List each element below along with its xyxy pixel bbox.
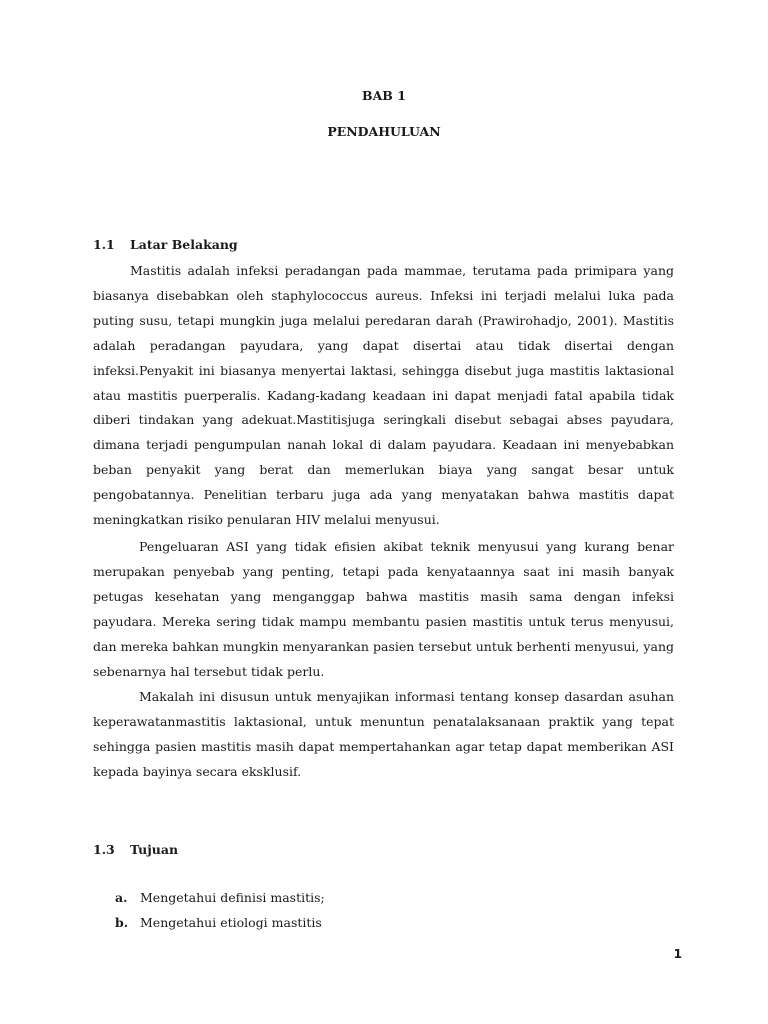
objectives-list	[115, 885, 325, 935]
section-title: Tujuan	[130, 842, 179, 857]
list-item-text: Mengetahui etiologi mastitis	[140, 915, 322, 930]
list-item	[115, 885, 325, 910]
chapter-title: PENDAHULUAN	[327, 124, 441, 139]
page-number: 1	[673, 947, 682, 961]
section-heading-tujuan	[93, 842, 178, 857]
list-marker: a.	[115, 890, 128, 905]
section-number: 1.1	[93, 237, 115, 252]
section-heading-latar-belakang	[93, 237, 238, 252]
list-item	[115, 910, 325, 935]
paragraph-3: Makalah ini disusun untuk menyajikan informasi tentang konsep dasardan asuhan keperawatanmastitis laktasional, untuk menuntun penatalaksanaan praktik yang tepat sehingga pasien mastitis masih dapat mempertahankan agar tetap dapat memberikan ASI kepada bayinya secara eksklusif.	[93, 689, 674, 779]
section-number: 1.3	[93, 842, 115, 857]
list-marker: b.	[115, 915, 129, 930]
paragraph-2: Pengeluaran ASI yang tidak efisien akibat teknik menyusui yang kurang benar merupakan penyebab yang penting, tetapi pada kenyataannya saat ini masih banyak petugas kesehatan yang menganggap bahwa mastitis masih sama dengan infeksi payudara. Mereka sering tidak mampu membantu pasien mastitis untuk terus menyusui, dan mereka bahkan mungkin menyarankan pasien tersebut untuk berhenti menyusui, yang sebenarnya hal tersebut tidak perlu.	[93, 539, 674, 679]
section-title: Latar Belakang	[130, 237, 238, 252]
list-item-text: Mengetahui definisi mastitis;	[140, 890, 325, 905]
paragraph-1: Mastitis adalah infeksi peradangan pada mammae, terutama pada primipara yang biasanya disebabkan oleh staphylococcus aureus. Infeksi ini terjadi melalui luka pada puting susu, tetapi mungkin juga melalui peredaran darah (Prawirohadjo, 2001). Mastitis adalah peradangan payudara, yang dapat disertai atau tidak disertai dengan infeksi.Penyakit ini biasanya menyertai laktasi, sehingga disebut juga mastitis laktasional atau mastitis puerperalis. Kadang-kadang keadaan ini dapat menjadi fatal apabila tidak diberi tindakan yang adekuat.Mastitisjuga seringkali disebut sebagai abses payudara, dimana terjadi pengumpulan nanah lokal di dalam payudara. Keadaan ini menyebabkan beban penyakit yang berat dan memerlukan biaya yang sangat besar untuk pengobatannya. Penelitian terbaru juga ada yang menyatakan bahwa mastitis dapat meningkatkan risiko penularan HIV melalui menyusui.	[93, 263, 674, 528]
chapter-label: BAB 1	[362, 88, 406, 103]
